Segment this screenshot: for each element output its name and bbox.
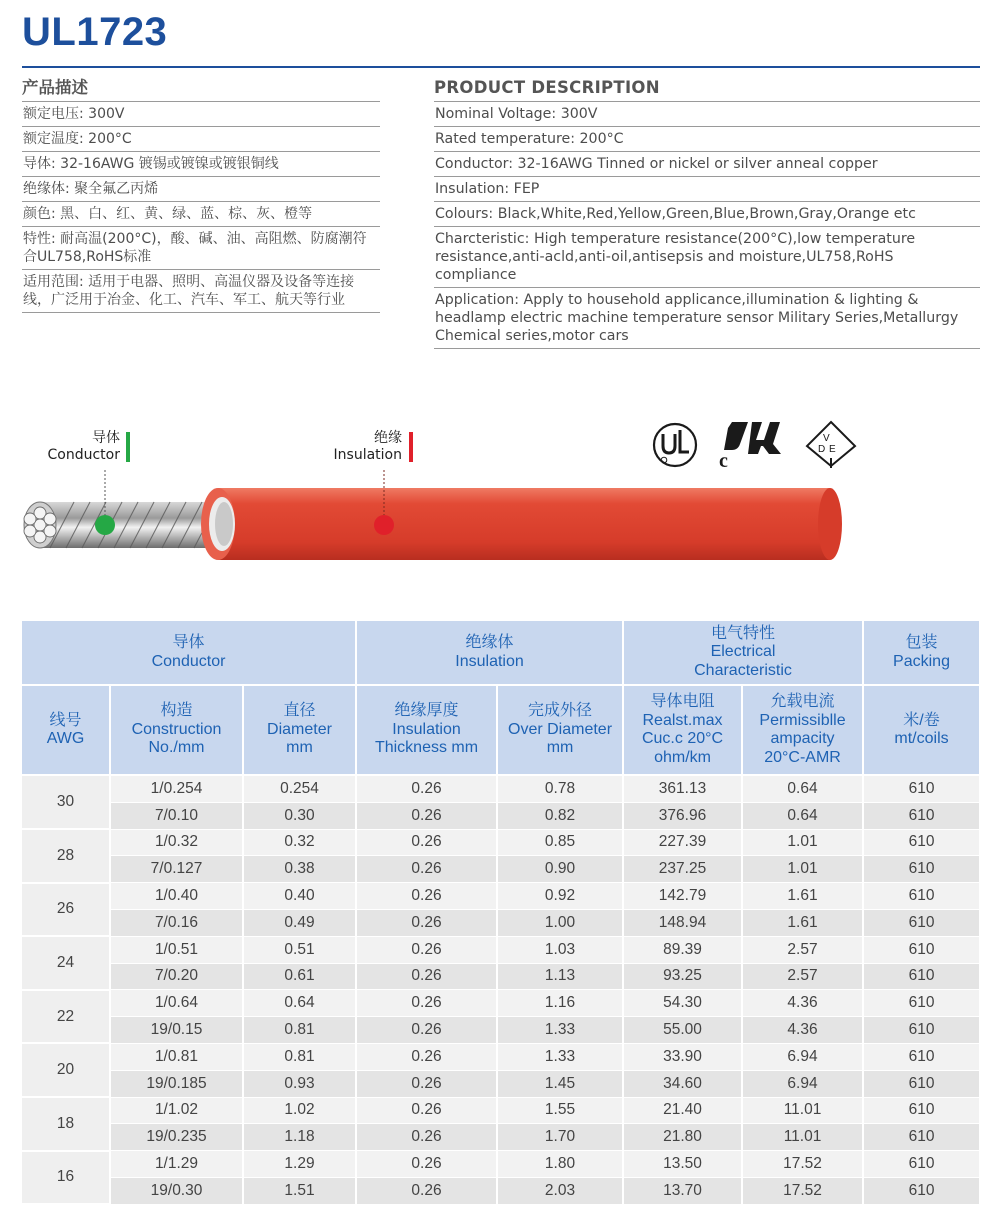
cell-diameter: 0.30 (243, 802, 356, 829)
description-en-row: Nominal Voltage: 300V (434, 102, 980, 127)
cell-over-diameter: 1.03 (497, 936, 623, 963)
cell-packing: 610 (863, 936, 980, 963)
svg-text:V: V (823, 433, 830, 444)
cell-resistance: 93.25 (623, 963, 742, 990)
col-header-diameter: 直径 Diameter mm (243, 685, 356, 775)
table-row (22, 829, 980, 856)
cell-thickness: 0.26 (356, 1070, 497, 1097)
description-cn (22, 76, 380, 313)
cell-packing: 610 (863, 1124, 980, 1151)
cell-ampacity: 4.36 (742, 1017, 863, 1044)
insulation-label-cn: 绝缘 (374, 430, 402, 446)
cell-diameter: 1.18 (243, 1124, 356, 1151)
cell-diameter: 0.32 (243, 829, 356, 856)
cell-construction: 7/0.16 (110, 909, 243, 936)
group-header-packing: 包装 Packing (863, 621, 980, 685)
cell-packing: 610 (863, 775, 980, 802)
cell-packing: 610 (863, 1097, 980, 1124)
table-row (22, 1151, 980, 1178)
table-row (22, 802, 980, 829)
cell-thickness: 0.26 (356, 883, 497, 910)
col-header-thickness: 绝缘厚度 Insulation Thickness mm (356, 685, 497, 775)
cell-resistance: 376.96 (623, 802, 742, 829)
title-divider (22, 66, 980, 68)
cell-diameter: 0.81 (243, 1017, 356, 1044)
description-en (434, 76, 980, 349)
cell-over-diameter: 1.16 (497, 990, 623, 1017)
table-row (22, 1070, 980, 1097)
cell-construction: 1/0.64 (110, 990, 243, 1017)
cell-construction: 1/0.40 (110, 883, 243, 910)
cell-ampacity: 1.01 (742, 856, 863, 883)
cell-over-diameter: 0.85 (497, 829, 623, 856)
cell-ampacity: 4.36 (742, 990, 863, 1017)
cell-ampacity: 1.61 (742, 883, 863, 910)
cell-diameter: 0.81 (243, 1043, 356, 1070)
conductor-label-cn: 导体 (92, 430, 120, 446)
col-header-construction: 构造 Construction No./mm (110, 685, 243, 775)
svg-text:D: D (818, 444, 826, 455)
cell-thickness: 0.26 (356, 963, 497, 990)
cell-diameter: 0.61 (243, 963, 356, 990)
ur-recognized-icon (719, 422, 781, 472)
cell-ampacity: 11.01 (742, 1097, 863, 1124)
cell-construction: 19/0.185 (110, 1070, 243, 1097)
description-cn-row: 导体: 32-16AWG 镀锡或镀镍或镀银铜线 (22, 152, 380, 177)
table-row (22, 990, 980, 1017)
cell-ampacity: 2.57 (742, 936, 863, 963)
cell-resistance: 55.00 (623, 1017, 742, 1044)
cell-diameter: 0.40 (243, 883, 356, 910)
cell-resistance: 227.39 (623, 829, 742, 856)
cell-over-diameter: 0.90 (497, 856, 623, 883)
cell-construction: 1/0.51 (110, 936, 243, 963)
cell-over-diameter: 1.00 (497, 909, 623, 936)
cell-over-diameter: 1.13 (497, 963, 623, 990)
cell-construction: 1/0.254 (110, 775, 243, 802)
spec-table (22, 621, 981, 1205)
insulation-label-en: Insulation (333, 447, 402, 463)
cell-packing: 610 (863, 1043, 980, 1070)
cell-diameter: 0.254 (243, 775, 356, 802)
cell-packing: 610 (863, 990, 980, 1017)
cell-over-diameter: 1.55 (497, 1097, 623, 1124)
ul-listed-icon (654, 424, 696, 466)
description-cn-row: 绝缘体: 聚全氟乙丙烯 (22, 177, 380, 202)
cell-ampacity: 6.94 (742, 1070, 863, 1097)
col-header-ampacity: 允载电流 Permissiblle ampacity 20°C-AMR (742, 685, 863, 775)
group-header-conductor: 导体 Conductor (22, 621, 356, 685)
cell-resistance: 148.94 (623, 909, 742, 936)
cell-construction: 7/0.10 (110, 802, 243, 829)
cell-awg: 30 (22, 775, 110, 829)
cell-ampacity: 17.52 (742, 1151, 863, 1178)
cell-resistance: 361.13 (623, 775, 742, 802)
cell-thickness: 0.26 (356, 1043, 497, 1070)
cell-resistance: 13.50 (623, 1151, 742, 1178)
description-cn-list (22, 102, 380, 313)
cell-resistance: 89.39 (623, 936, 742, 963)
cell-thickness: 0.26 (356, 775, 497, 802)
description-cn-row: 额定电压: 300V (22, 102, 380, 127)
cell-diameter: 1.51 (243, 1177, 356, 1204)
description-cn-row: 特性: 耐高温(200°C)，酸、碱、油、高阻燃、防腐潮符合UL758,RoHS标准 (22, 227, 380, 270)
table-row (22, 1177, 980, 1204)
cell-construction: 19/0.30 (110, 1177, 243, 1204)
cell-over-diameter: 1.70 (497, 1124, 623, 1151)
col-header-resistance: 导体电阻 Realst.max Cuc.c 20°C ohm/km (623, 685, 742, 775)
table-row (22, 936, 980, 963)
cell-packing: 610 (863, 1151, 980, 1178)
cell-packing: 610 (863, 963, 980, 990)
cell-over-diameter: 1.33 (497, 1017, 623, 1044)
description-en-row: Conductor: 32-16AWG Tinned or nickel or silver anneal copper (434, 152, 980, 177)
col-header-awg: 线号 AWG (22, 685, 110, 775)
cell-construction: 1/1.02 (110, 1097, 243, 1124)
cell-awg: 26 (22, 883, 110, 937)
cell-thickness: 0.26 (356, 909, 497, 936)
conductor-label-en: Conductor (47, 447, 120, 463)
cell-resistance: 33.90 (623, 1043, 742, 1070)
cell-construction: 1/1.29 (110, 1151, 243, 1178)
cell-construction: 7/0.127 (110, 856, 243, 883)
cell-thickness: 0.26 (356, 1017, 497, 1044)
cell-construction: 19/0.15 (110, 1017, 243, 1044)
table-row (22, 1043, 980, 1070)
cell-ampacity: 0.64 (742, 802, 863, 829)
table-row (22, 963, 980, 990)
cell-construction: 1/0.32 (110, 829, 243, 856)
cell-diameter: 0.51 (243, 936, 356, 963)
cell-packing: 610 (863, 1017, 980, 1044)
cell-ampacity: 6.94 (742, 1043, 863, 1070)
description-en-list (434, 102, 980, 349)
cell-ampacity: 1.61 (742, 909, 863, 936)
cell-over-diameter: 1.45 (497, 1070, 623, 1097)
cell-thickness: 0.26 (356, 802, 497, 829)
description-en-row: Charcteristic: High temperature resistance(200°C),low temperature resistance,anti-acld,anti-oil,antisepsis and moisture,UL758,RoHS compliance (434, 227, 980, 288)
cable-illustration (0, 410, 1000, 590)
cell-resistance: 142.79 (623, 883, 742, 910)
description-cn-row: 额定温度: 200°C (22, 127, 380, 152)
group-header-electrical: 电气特性 Electrical Characteristic (623, 621, 863, 685)
cell-diameter: 1.02 (243, 1097, 356, 1124)
cell-resistance: 21.40 (623, 1097, 742, 1124)
conductor-marker-dot (95, 515, 115, 535)
cell-packing: 610 (863, 909, 980, 936)
cell-over-diameter: 0.78 (497, 775, 623, 802)
cell-awg: 18 (22, 1097, 110, 1151)
cell-packing: 610 (863, 856, 980, 883)
cell-diameter: 0.64 (243, 990, 356, 1017)
cell-resistance: 34.60 (623, 1070, 742, 1097)
cell-thickness: 0.26 (356, 1177, 497, 1204)
cell-resistance: 237.25 (623, 856, 742, 883)
cell-thickness: 0.26 (356, 856, 497, 883)
cell-construction: 19/0.235 (110, 1124, 243, 1151)
cell-awg: 28 (22, 829, 110, 883)
cell-diameter: 0.49 (243, 909, 356, 936)
cell-resistance: 21.80 (623, 1124, 742, 1151)
cell-awg: 20 (22, 1043, 110, 1097)
svg-text:c: c (719, 450, 728, 472)
cell-over-diameter: 0.82 (497, 802, 623, 829)
spec-table-body (22, 775, 980, 1204)
cell-thickness: 0.26 (356, 1097, 497, 1124)
cell-thickness: 0.26 (356, 1124, 497, 1151)
insulation-jacket (201, 488, 842, 560)
cell-ampacity: 11.01 (742, 1124, 863, 1151)
group-header-insulation: 绝缘体 Insulation (356, 621, 623, 685)
cell-diameter: 0.38 (243, 856, 356, 883)
cell-over-diameter: 1.80 (497, 1151, 623, 1178)
col-header-packing: 米/卷 mt/coils (863, 685, 980, 775)
cell-construction: 7/0.20 (110, 963, 243, 990)
table-row (22, 775, 980, 802)
cell-awg: 24 (22, 936, 110, 990)
cell-packing: 610 (863, 802, 980, 829)
cell-packing: 610 (863, 1177, 980, 1204)
col-header-over-diameter: 完成外径 Over Diameter mm (497, 685, 623, 775)
cell-thickness: 0.26 (356, 990, 497, 1017)
table-row (22, 1017, 980, 1044)
description-en-row: Application: Apply to household applicance,illumination & lighting & headlamp electric machine temperature sensor Military Series,Metallurgy Chemical series,motor cars (434, 288, 980, 349)
description-en-row: Colours: Black,White,Red,Yellow,Green,Blue,Brown,Gray,Orange etc (434, 202, 980, 227)
cable-diagram (0, 410, 1000, 590)
cell-ampacity: 1.01 (742, 829, 863, 856)
table-row (22, 883, 980, 910)
description-cn-row: 颜色: 黑、白、红、黄、绿、蓝、棕、灰、橙等 (22, 202, 380, 227)
description-en-heading: PRODUCT DESCRIPTION (434, 76, 980, 102)
cell-awg: 22 (22, 990, 110, 1044)
description-cn-heading: 产品描述 (22, 76, 380, 102)
table-row (22, 856, 980, 883)
cell-diameter: 0.93 (243, 1070, 356, 1097)
cell-resistance: 13.70 (623, 1177, 742, 1204)
table-row (22, 909, 980, 936)
description-en-row: Insulation: FEP (434, 177, 980, 202)
table-row (22, 1097, 980, 1124)
cell-thickness: 0.26 (356, 1151, 497, 1178)
cell-construction: 1/0.81 (110, 1043, 243, 1070)
cell-ampacity: 17.52 (742, 1177, 863, 1204)
cell-over-diameter: 1.33 (497, 1043, 623, 1070)
cell-ampacity: 2.57 (742, 963, 863, 990)
cell-thickness: 0.26 (356, 829, 497, 856)
cell-diameter: 1.29 (243, 1151, 356, 1178)
cell-awg: 16 (22, 1151, 110, 1205)
svg-text:E: E (829, 444, 836, 455)
cell-packing: 610 (863, 1070, 980, 1097)
table-row (22, 1124, 980, 1151)
conductor-strands (24, 502, 232, 548)
cell-packing: 610 (863, 883, 980, 910)
cell-over-diameter: 2.03 (497, 1177, 623, 1204)
insulation-marker-dot (374, 515, 394, 535)
cell-over-diameter: 0.92 (497, 883, 623, 910)
description-en-row: Rated temperature: 200°C (434, 127, 980, 152)
cell-ampacity: 0.64 (742, 775, 863, 802)
cell-thickness: 0.26 (356, 936, 497, 963)
page-title: UL1723 (22, 10, 168, 54)
vde-icon (807, 422, 855, 468)
cell-packing: 610 (863, 829, 980, 856)
cell-resistance: 54.30 (623, 990, 742, 1017)
description-cn-row: 适用范围: 适用于电器、照明、高温仪器及设备等连接线，广泛用于冶金、化工、汽车、军工、航天等行业 (22, 270, 380, 313)
